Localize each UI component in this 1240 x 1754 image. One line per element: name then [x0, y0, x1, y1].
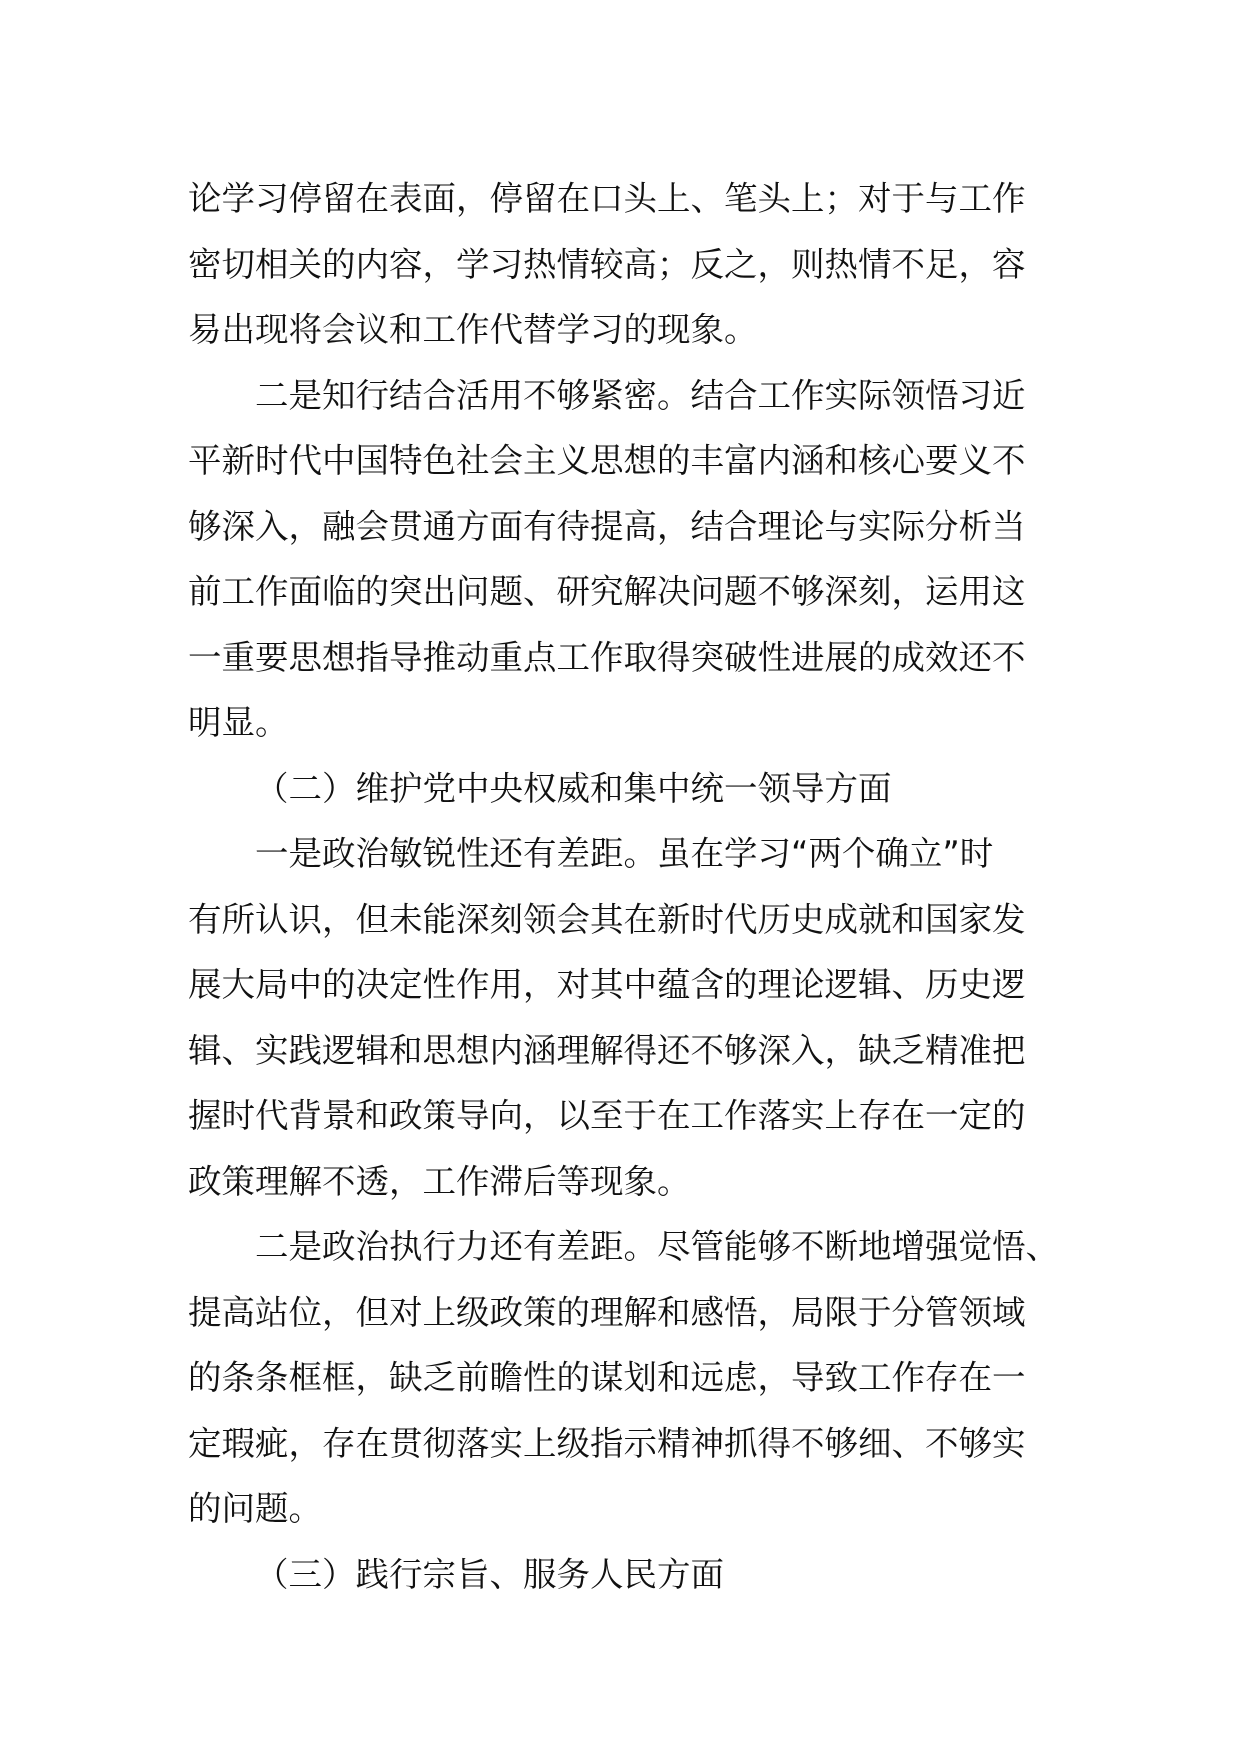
document-body — [188, 166, 1068, 1607]
text-line: （二）维护党中央权威和集中统一领导方面 — [255, 768, 892, 808]
text-line: 辑、实践逻辑和思想内涵理解得还不够深入，缺乏精准把 — [188, 1030, 1026, 1070]
text-line: 明显。 — [188, 703, 289, 742]
text-line: 政策理解不透，工作滞后等现象。 — [188, 1161, 691, 1201]
text-line: 展大局中的决定性作用，对其中蕴含的理论逻辑、历史逻 — [188, 965, 1026, 1004]
text-line: 平新时代中国特色社会主义思想的丰富内涵和核心要义不 — [188, 441, 1026, 480]
text-line: 有所认识，但未能深刻领会其在新时代历史成就和国家发 — [188, 899, 1026, 939]
text-line: （三）践行宗旨、服务人民方面 — [255, 1554, 724, 1594]
text-line: 二是政治执行力还有差距。尽管能够不断地增强觉悟、 — [255, 1227, 1059, 1266]
text-line: 握时代背景和政策导向，以至于在工作落实上存在一定的 — [188, 1096, 1026, 1135]
text-line: 提高站位，但对上级政策的理解和感悟，局限于分管领域 — [188, 1292, 1026, 1332]
text-line: 二是知行结合活用不够紧密。结合工作实际领悟习近 — [255, 375, 1026, 415]
text-line: 的条条框框，缺乏前瞻性的谋划和远虑，导致工作存在一 — [188, 1358, 1026, 1397]
text-line: 论学习停留在表面，停留在口头上、笔头上；对于与工作 — [188, 179, 1026, 218]
text-line: 前工作面临的突出问题、研究解决问题不够深刻，运用这 — [188, 572, 1026, 611]
text-line: 易出现将会议和工作代替学习的现象。 — [188, 310, 758, 349]
text-line: 密切相关的内容，学习热情较高；反之，则热情不足，容 — [188, 244, 1026, 284]
text-line: 够深入，融会贯通方面有待提高，结合理论与实际分析当 — [188, 506, 1026, 546]
text-line: 一是政治敏锐性还有差距。虽在学习“两个确立”时 — [255, 834, 994, 873]
text-line: 的问题。 — [188, 1489, 322, 1528]
text-line: 定瑕疵，存在贯彻落实上级指示精神抓得不够细、不够实 — [188, 1423, 1026, 1463]
text-line: 一重要思想指导推动重点工作取得突破性进展的成效还不 — [188, 637, 1026, 677]
